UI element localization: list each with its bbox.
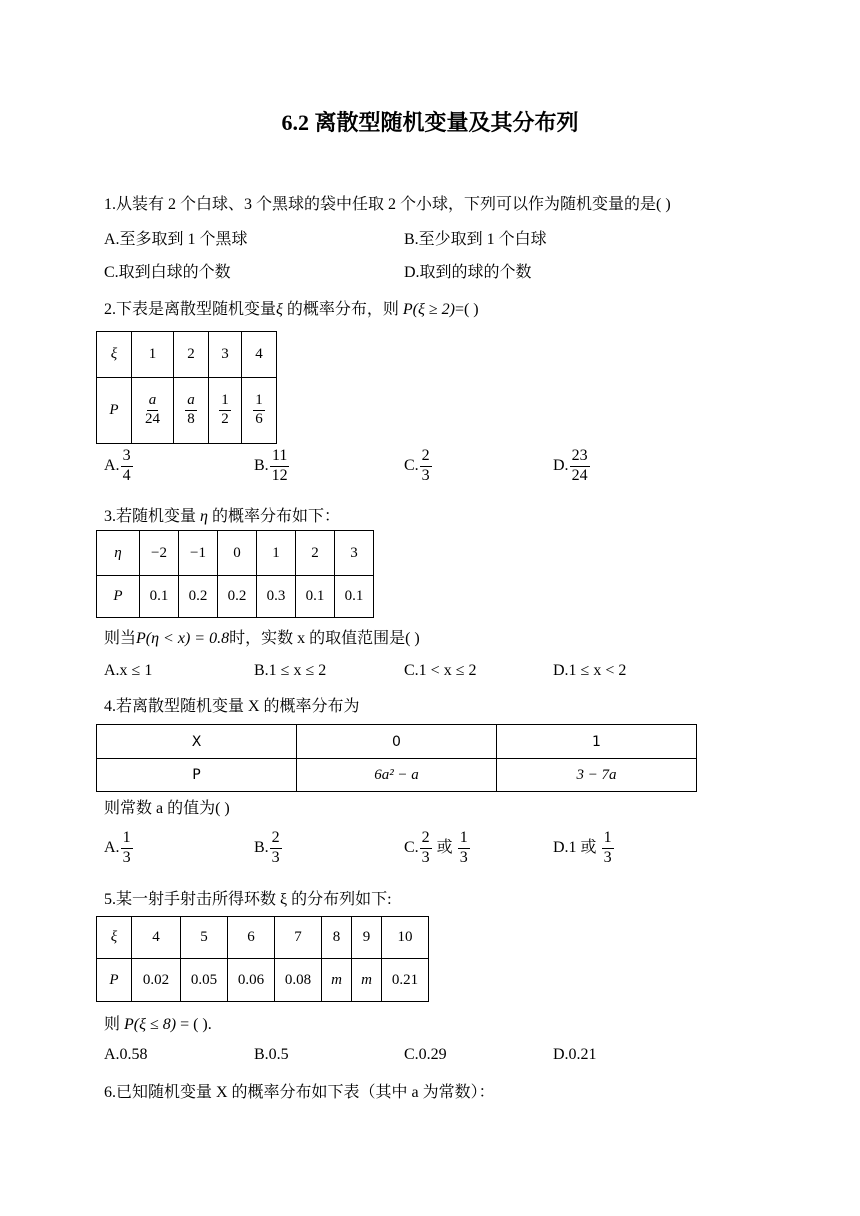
- q4-option-b: [254, 830, 283, 867]
- q2-table-header-var: ξ: [97, 332, 132, 378]
- q3-option-b: B.1 ≤ x ≤ 2: [254, 662, 327, 679]
- q2-option-c-label: C.: [404, 456, 419, 474]
- q3-header-2: −1: [179, 531, 218, 576]
- q4-option-a-label: A.: [104, 838, 120, 856]
- q3-row-label: P: [97, 576, 140, 618]
- q4-stem: 4.若离散型随机变量 X 的概率分布为: [104, 698, 360, 715]
- q4-follow: 则常数 a 的值为( ): [104, 800, 230, 817]
- q4-option-c-label: C.: [404, 838, 419, 856]
- page-title: 6.2 离散型随机变量及其分布列: [281, 110, 579, 135]
- q1-option-a: A.至多取到 1 个黑球: [104, 231, 248, 248]
- q2-stem-mid: 的概率分布，则: [282, 301, 403, 318]
- q2-option-a-num: 3: [121, 448, 133, 467]
- q5-follow-suffix: = ( ).: [176, 1016, 212, 1033]
- q4-cell-1: 3 − 7a: [497, 759, 697, 792]
- q1-option-c: C.取到白球的个数: [104, 264, 231, 281]
- q5-follow: [104, 1011, 212, 1034]
- q5-header-var: ξ: [97, 917, 132, 959]
- q5-header-2: 5: [181, 917, 228, 959]
- q4-header-0: 0: [297, 725, 497, 759]
- q2-cell-2-num: a: [185, 393, 197, 411]
- q4-option-c-num: 2: [420, 830, 432, 849]
- q2-option-d: [553, 448, 591, 485]
- q2-table-header-2: 2: [174, 332, 209, 378]
- q4-cell-0: 6a² − a: [297, 759, 497, 792]
- q4-option-c-num2: 1: [458, 830, 470, 849]
- q5-distribution-table: [96, 916, 429, 1002]
- q2-option-a: [104, 448, 134, 485]
- q2-option-c-num: 2: [420, 448, 432, 467]
- q2-table-cell-1: [132, 378, 174, 444]
- q2-cell-2-den: 8: [187, 411, 195, 427]
- q5-header-7: 10: [382, 917, 429, 959]
- q3-header-3: 0: [218, 531, 257, 576]
- q2-expr: P(ξ ≥ 2): [402, 301, 455, 318]
- q3-cond-expr: P(η < x) = 0.8: [136, 630, 230, 647]
- q2-table-header-1: 1: [132, 332, 174, 378]
- q3-stem: [104, 503, 340, 526]
- q2-cell-1-num: a: [147, 393, 159, 411]
- q6-stem: 6.已知随机变量 X 的概率分布如下表（其中 a 为常数）：: [104, 1084, 495, 1101]
- q2-cell-4-den: 6: [255, 411, 263, 427]
- q4-header-var: X: [97, 725, 297, 759]
- q2-stem-prefix: 2.下表是离散型随机变量: [104, 301, 277, 318]
- q5-cell-2: 0.05: [181, 959, 228, 1002]
- q3-cell-2: 0.2: [179, 576, 218, 618]
- q5-follow-prefix: 则: [104, 1016, 125, 1033]
- q4-option-c-mid: 或: [432, 838, 457, 856]
- q3-var: η: [200, 508, 208, 525]
- q2-table-cell-3: [209, 378, 242, 444]
- q3-condition: [104, 625, 420, 648]
- q5-option-a: A.0.58: [104, 1046, 148, 1063]
- q1-option-d: D.取到的球的个数: [404, 264, 532, 281]
- q5-cell-4: 0.08: [275, 959, 322, 1002]
- q4-option-a-den: 3: [122, 848, 131, 866]
- q5-cell-5: m: [322, 959, 352, 1002]
- q2-stem-suffix: =( ): [454, 301, 479, 318]
- q3-header-4: 1: [257, 531, 296, 576]
- q3-cell-3: 0.2: [218, 576, 257, 618]
- q3-header-var: η: [97, 531, 140, 576]
- q5-cell-6: m: [352, 959, 382, 1002]
- q2-option-b-den: 12: [271, 466, 288, 484]
- q3-distribution-table: [96, 530, 374, 618]
- q2-stem: [104, 296, 479, 319]
- q3-stem-suffix: 的概率分布如下：: [207, 508, 340, 525]
- q3-option-d: D.1 ≤ x < 2: [553, 662, 627, 679]
- q4-distribution-table: [96, 724, 697, 792]
- q5-stem: 5.某一射手射击所得环数 ξ 的分布列如下:: [104, 891, 392, 908]
- q2-option-a-label: A.: [104, 456, 120, 474]
- q3-cond-suffix: 时，实数 x 的取值范围是( ): [229, 630, 420, 647]
- q3-option-c: C.1 < x ≤ 2: [404, 662, 477, 679]
- q5-header-5: 8: [322, 917, 352, 959]
- q4-header-1: 1: [497, 725, 697, 759]
- q4-option-b-den: 3: [271, 848, 280, 866]
- q3-cell-4: 0.3: [257, 576, 296, 618]
- q4-option-a: [104, 830, 134, 867]
- q3-header-5: 2: [296, 531, 335, 576]
- q1-option-b: B.至少取到 1 个白球: [404, 231, 547, 248]
- q5-option-b: B.0.5: [254, 1046, 289, 1063]
- q2-option-b: [254, 448, 291, 485]
- q3-option-a: A.x ≤ 1: [104, 662, 153, 679]
- q2-option-d-num: 23: [570, 448, 590, 467]
- q3-header-6: 3: [335, 531, 374, 576]
- q4-option-d-label: D.1 或: [553, 838, 601, 856]
- q5-follow-expr: P(ξ ≤ 8): [124, 1016, 177, 1033]
- q5-cell-1: 0.02: [132, 959, 181, 1002]
- q2-table-header-4: 4: [242, 332, 277, 378]
- q5-row-label: P: [97, 959, 132, 1002]
- q2-option-d-den: 24: [571, 466, 588, 484]
- q4-option-d-den: 3: [603, 848, 612, 866]
- q5-option-c: C.0.29: [404, 1046, 447, 1063]
- q4-option-b-num: 2: [270, 830, 282, 849]
- q2-cell-4-num: 1: [253, 393, 265, 411]
- q4-option-b-label: B.: [254, 838, 269, 856]
- q2-cell-1-den: 24: [145, 411, 160, 427]
- q2-var: ξ: [276, 301, 283, 318]
- q5-option-d: D.0.21: [553, 1046, 597, 1063]
- q2-cell-3-den: 2: [221, 411, 229, 427]
- q4-option-c-den: 3: [421, 848, 430, 866]
- q2-table-row-label: P: [97, 378, 132, 444]
- q2-distribution-table: [96, 331, 277, 444]
- q4-option-a-num: 1: [121, 830, 133, 849]
- q4-option-d-num: 1: [602, 830, 614, 849]
- q3-cell-1: 0.1: [140, 576, 179, 618]
- q5-header-4: 7: [275, 917, 322, 959]
- q2-option-c: [404, 448, 433, 485]
- q2-table-cell-4: [242, 378, 277, 444]
- q2-option-a-den: 4: [122, 466, 131, 484]
- q4-option-c-den2: 3: [459, 848, 468, 866]
- q3-cell-6: 0.1: [335, 576, 374, 618]
- q4-row-label: P: [97, 759, 297, 792]
- q2-cell-3-num: 1: [219, 393, 231, 411]
- q2-option-b-num: 11: [270, 448, 289, 467]
- q2-table-cell-2: [174, 378, 209, 444]
- q2-option-b-label: B.: [254, 456, 269, 474]
- q3-stem-prefix: 3.若随机变量: [104, 508, 201, 525]
- q3-cell-5: 0.1: [296, 576, 335, 618]
- q5-cell-7: 0.21: [382, 959, 429, 1002]
- q4-option-c: [404, 830, 471, 867]
- q5-header-1: 4: [132, 917, 181, 959]
- q2-option-c-den: 3: [421, 466, 430, 484]
- q2-option-d-label: D.: [553, 456, 569, 474]
- q2-table-header-3: 3: [209, 332, 242, 378]
- q1-stem: 1.从装有 2 个白球、3 个黑球的袋中任取 2 个小球，下列可以作为随机变量的是( ): [104, 196, 671, 213]
- q3-header-1: −2: [140, 531, 179, 576]
- q5-header-3: 6: [228, 917, 275, 959]
- q3-cond-prefix: 则当: [104, 630, 137, 647]
- q5-cell-3: 0.06: [228, 959, 275, 1002]
- q5-header-6: 9: [352, 917, 382, 959]
- q4-option-d: [553, 830, 615, 867]
